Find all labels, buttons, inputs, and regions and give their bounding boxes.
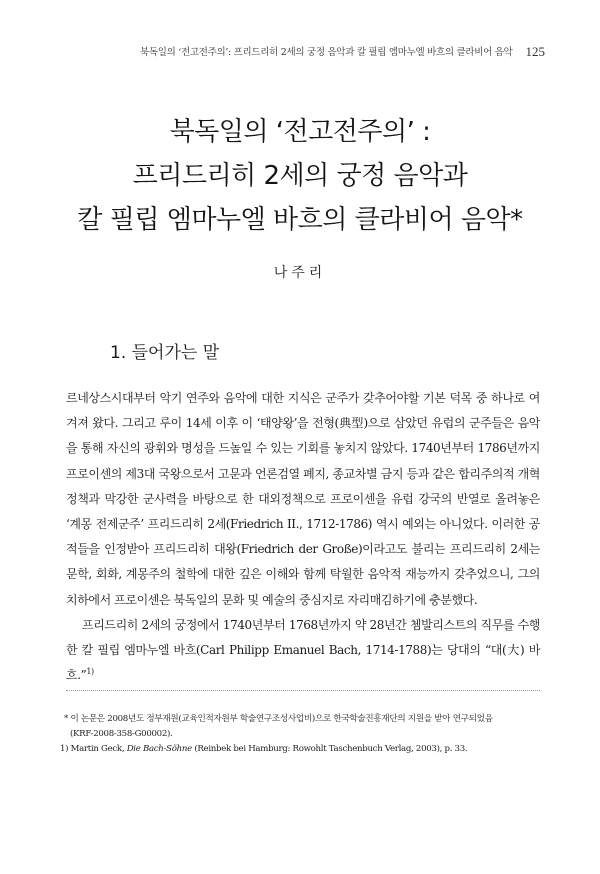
section-heading: 1. 들어가는 말 <box>110 343 220 363</box>
footnote-2-author: 1) Martin Geck, <box>60 744 125 754</box>
title-line-3: 칼 필립 엠마누엘 바흐의 클라비어 음악* <box>77 205 523 235</box>
body-text <box>66 386 540 688</box>
page-number: 125 <box>525 44 545 59</box>
running-head-title: 북독일의 ‘전고전주의’: 프리드리히 2세의 궁정 음악과 칼 필립 엠마누엘 바흐의 클라비어 음악 <box>140 47 513 58</box>
footnote-divider <box>66 690 540 691</box>
title-line-1: 북독일의 ‘전고전주의’ : <box>169 117 431 147</box>
paragraph-2-text: 프리드리히 2세의 궁정에서 1740년부터 1768년까지 약 28년간 쳄발리스트의 직무를 수행한 칼 필립 엠마누엘 바흐(Carl Philipp Emanuel Bach, 1714-1788)는 당대의 “대(大) 바흐.” <box>66 617 540 683</box>
footnote-2-title: Die Bach-Söhne <box>126 744 192 754</box>
footnotes <box>60 712 545 757</box>
footnote-1-text: 이 논문은 2008년도 정부재원(교육인적자원부 학술연구조성사업비)으로 한국학술진흥재단의 지원을 받아 연구되었음 <box>70 714 493 724</box>
footnote-1-marker: * <box>64 714 68 724</box>
footnote-1-grant: (KRF-2008-358-G00002). <box>70 729 173 739</box>
footnote-2 <box>60 742 545 757</box>
footnote-2-publication: (Reinbek bei Hamburg: Rowohlt Taschenbuch Verlag, 2003), p. 33. <box>194 744 468 754</box>
running-head <box>140 44 545 60</box>
footnote-1 <box>60 712 545 742</box>
paragraph-2 <box>66 613 540 689</box>
article-title <box>40 110 560 242</box>
title-line-2: 프리드리히 2세의 궁정 음악과 <box>132 161 468 191</box>
paragraph-1: 르네상스시대부터 악기 연주와 음악에 대한 지식은 군주가 갖추어야할 기본 덕목 중 하나로 여겨져 왔다. 그리고 루이 14세 이후 이 ‘태양왕’을 전형(典型)으로 삼았던 유럽의 군주들은 음악을 통해 자신의 광휘와 명성을 드높일 수 있는 기회를 놓치지 않았다. 1740년부터 1786년까지 프로이센의 제3대 국왕으로서 고문과 언론검열 폐지, 종교차별 금지 등과 같은 합리주의적 개혁 정책과 막강한 군사력을 바탕으로 한 대외정책으로 프로이센을 유럽 강국의 반열로 올려놓은 ‘계몽 전제군주’ 프리드리히 2세(Friedrich II., 1712-1786) 역시 예외는 아니었다. 이러한 공적들을 인정받아 프리드리히 대왕(Friedrich der Große)이라고도 불리는 프리드리히 2세는 문학, 회화, 계몽주의 철학에 대한 깊은 이해와 함께 탁월한 음악적 재능까지 갖추었으니, 그의 치하에서 프로이센은 북독일의 문화 및 예술의 중심지로 자리매김하기에 충분했다. <box>66 391 540 607</box>
author-name: 나주리 <box>273 265 327 281</box>
footnote-reference[interactable]: 1) <box>86 667 94 677</box>
